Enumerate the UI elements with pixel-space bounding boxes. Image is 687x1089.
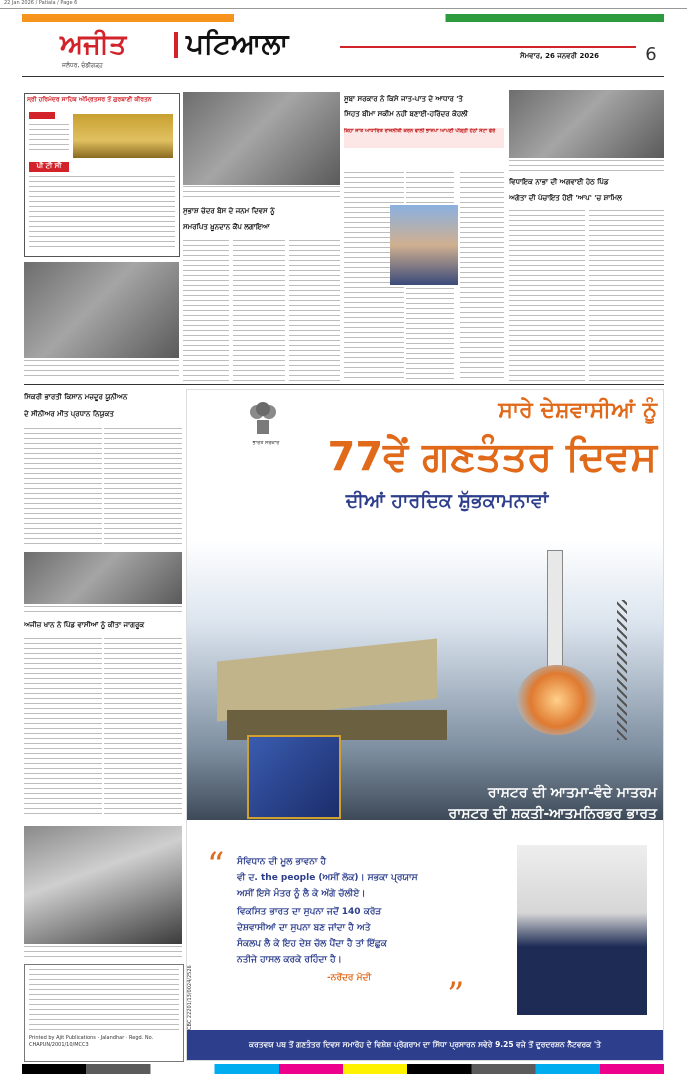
imprint-text [29, 969, 179, 1031]
ptc-schedule [29, 176, 175, 248]
subhash-subhead: ਸਮਰਪਿਤ ਖ਼ੂਨਦਾਨ ਕੈਂਪ ਲਗਾਇਆ [183, 223, 270, 231]
kohli-subhead: ਸਿਹਤ ਬੀਮਾ ਸਕੀਮ ਨਹੀਂ ਬਣਾਈ-ਹਰਿੰਦਰ ਕੋਹਲੀ [344, 110, 468, 118]
quote-line-4: ਵਿਕਸਿਤ ਭਾਰਤ ਦਾ ਸੁਪਨਾ ਜਦੋਂ 140 ਕਰੋੜ [237, 907, 382, 917]
quote-line-2: ਵੀ ਦ. the people (ਅਸੀਂ ਲੋਕ)। ਸਭਕਾ ਪ੍ਰਯਾਸ [237, 873, 418, 883]
subhash-headline: ਸੁਭਾਸ਼ ਚੰਦਰ ਬੋਸ ਦੇ ਜਨਮ ਦਿਵਸ ਨੂੰ [183, 207, 275, 215]
close-quote-icon: ” [447, 975, 465, 1015]
channel-label [29, 112, 55, 119]
group-photo-left [24, 262, 179, 358]
tower-icon [617, 600, 627, 740]
masthead-divider [174, 32, 178, 58]
rocket-icon [547, 550, 563, 672]
tricolor-strip [22, 14, 664, 22]
rocket-plume [517, 665, 597, 735]
pm-portrait [517, 845, 647, 1015]
aap-joining-photo [509, 90, 664, 158]
subhash-col-1 [183, 240, 229, 382]
edition-city: ਜਲੰਧਰ, ਚੰਡੀਗੜ੍ਹ [62, 62, 103, 69]
quote-line-7: ਨਤੀਜੇ ਹਾਸਲ ਕਰਕੇ ਰਹਿੰਦਾ ਹੈ। [237, 955, 342, 965]
top-rule [0, 8, 687, 9]
ajit-logo: ਅਜੀਤ [60, 29, 127, 60]
kohli-col-2 [406, 172, 454, 204]
schedule-text [29, 124, 69, 154]
issue-date: ਸੋਮਵਾਰ, 26 ਜਨਵਰੀ 2026 [520, 52, 599, 60]
gurbani-box [24, 93, 180, 257]
section-title: ਪਟਿਆਲਾ [186, 27, 289, 60]
defence-scene [187, 540, 663, 820]
kisan-col-2 [104, 428, 182, 548]
kohli-col-3 [460, 172, 504, 382]
kisan-subhead: ਦੇ ਸੀਨੀਅਰ ਮੀਤ ਪ੍ਰਧਾਨ ਨਿਯੁਕਤ [24, 410, 114, 418]
golden-temple-photo [73, 114, 173, 158]
kisan-photo-caption [24, 606, 182, 616]
subhash-col-2 [233, 240, 285, 382]
print-slug: 22 Jan 2026 / Patiala / Page 6 [4, 0, 78, 6]
republic-day-ad [186, 389, 664, 1061]
quote-line-3: ਅਸੀਂ ਇਸੇ ਮੰਤਰ ਨੂੰ ਲੈ ਕੇ ਅੱਗੇ ਚੱਲੀਏ। [237, 889, 366, 899]
page-number: 6 [645, 44, 657, 65]
ad-tagline-2: ਰਾਸ਼ਟਰ ਦੀ ਸ਼ਕਤੀ-ਆਤਮਨਿਰਭਰ ਭਾਰਤ [448, 806, 657, 822]
aziz-col-2 [104, 638, 182, 818]
quote-block [207, 845, 507, 1015]
ad-greeting-line3: ਦੀਆਂ ਹਾਰਦਿਕ ਸ਼ੁੱਭਕਾਮਨਾਵਾਂ [345, 490, 549, 512]
aap-caption [509, 160, 664, 172]
kisan-photo [24, 552, 182, 604]
ad-tagline-1: ਰਾਸ਼ਟਰ ਦੀ ਆਤਮਾ-ਵੰਦੇ ਮਾਤਰਮ [487, 785, 657, 801]
quote-author: -ਨਰੇਂਦਰ ਮੋਦੀ [327, 973, 372, 983]
bouquet-photo [24, 826, 182, 944]
nabha-subhead: ਅਗੇਤਾ ਦੀ ਪੰਚਾਇਤ ਹੋਈ 'ਆਪ' 'ਚ ਸ਼ਾਮਿਲ [509, 194, 622, 202]
ad-footer-band: ਕਰਤਵਯ ਪਥ ਤੋਂ ਗਣਤੰਤਰ ਦਿਵਸ ਸਮਾਰੋਹ ਦੇ ਵਿਸ਼ੇਸ਼ ਪ੍ਰੋਗਰਾਮ ਦਾ ਸਿੱਧਾ ਪ੍ਰਸਾਰਨ ਸਵੇਰੇ 9.25 ਵਜੇ ਤੋਂ ਦੂਰਦਰਸ਼ਨ ਨੈੱਟਵਰਕ 'ਤੇ [187, 1030, 663, 1060]
nabha-headline: ਵਿਧਾਇਕ ਨਾਭਾ ਦੀ ਅਗਵਾਈ ਹੇਠ ਪਿੰਡ [509, 178, 609, 186]
gov-label: ਭਾਰਤ ਸਰਕਾਰ [252, 440, 280, 446]
nabha-col-1 [509, 210, 585, 382]
quote-line-5: ਦੇਸ਼ਵਾਸੀਆਂ ਦਾ ਸੁਪਨਾ ਬਣ ਜਾਂਦਾ ਹੈ ਅਤੇ [237, 923, 371, 933]
kisan-col-1 [24, 428, 102, 548]
kohli-portrait [390, 205, 458, 285]
cbc-code: CBC 22201/13/0024/2526 [187, 965, 193, 1030]
kisan-headline: ਸਿਕਰੀ ਭਾਰਤੀ ਕਿਸਾਨ ਮਜ਼ਦੂਰ ਯੂਨੀਅਨ [24, 393, 128, 401]
ad-greeting-line1: ਸਾਰੇ ਦੇਸ਼ਵਾਸੀਆਂ ਨੂੰ [498, 398, 657, 423]
nabha-col-2 [589, 210, 664, 382]
ad-greeting-line2: 77ਵੇਂ ਗਣਤੰਤਰ ਦਿਵਸ [327, 434, 657, 480]
color-registration-bar [22, 1064, 664, 1074]
section-rule [24, 384, 664, 385]
imprint-line: Printed by Ajit Publications · Jalandhar · Regd. No. CHAPUN/2001/10/MCC3 [29, 1035, 154, 1048]
subhash-col-3 [289, 240, 340, 382]
aziz-col-1 [24, 638, 102, 818]
ptc-label: ਪੀ ਟੀ ਸੀ [29, 162, 69, 172]
photo-caption [183, 186, 340, 198]
kohli-kicker: ਕਿਹਾ ਜਾਤ ਆਧਾਰਿਤ ਰਾਜਨੀਤੀ ਕਰਨ ਵਾਲੀ ਭਾਜਪਾ ਆਪਣੀ ਪੀੜ੍ਹੀ ਹੇਠਾਂ ਸੋਟਾ ਫੇਰੇ [344, 128, 504, 148]
masthead-bottom-rule [22, 76, 664, 77]
kohli-col-2b [406, 288, 454, 382]
group-photo-caption [24, 360, 179, 380]
open-quote-icon: “ [207, 845, 225, 885]
aziz-headline: ਅਜੀਜ਼ ਖਾਨ ਨੇ ਪਿੰਡ ਵਾਸੀਆਂ ਨੂੰ ਕੀਤਾ ਜਾਗਰੂਕ [24, 621, 145, 629]
quote-line-6: ਸੰਕਲਪ ਲੈ ਕੇ ਇਹ ਦੇਸ਼ ਚੱਲ ਪੈਂਦਾ ਹੈ ਤਾਂ ਇੱਛੁਕ [237, 939, 387, 949]
chip-icon [247, 735, 341, 819]
quote-line-1: ਸੰਵਿਧਾਨ ਦੀ ਮੂਲ ਭਾਵਨਾ ਹੈ [237, 857, 327, 867]
imprint-box [24, 964, 184, 1062]
event-photo-officials [183, 92, 340, 185]
kohli-headline: ਸੂਬਾ ਸਰਕਾਰ ਨੇ ਕਿਸੇ ਜਾਤ-ਪਾਤ ਦੇ ਆਧਾਰ 'ਤੇ [344, 95, 463, 103]
bouquet-caption [24, 946, 182, 960]
gurbani-headline: ਸ੍ਰੀ ਹਰਿਮੰਦਰ ਸਾਹਿਬ ਅੰਮ੍ਰਿਤਸਰ ਤੋਂ ਗੁਰਬਾਣੀ ਕੀਰਤਨ [27, 96, 152, 103]
